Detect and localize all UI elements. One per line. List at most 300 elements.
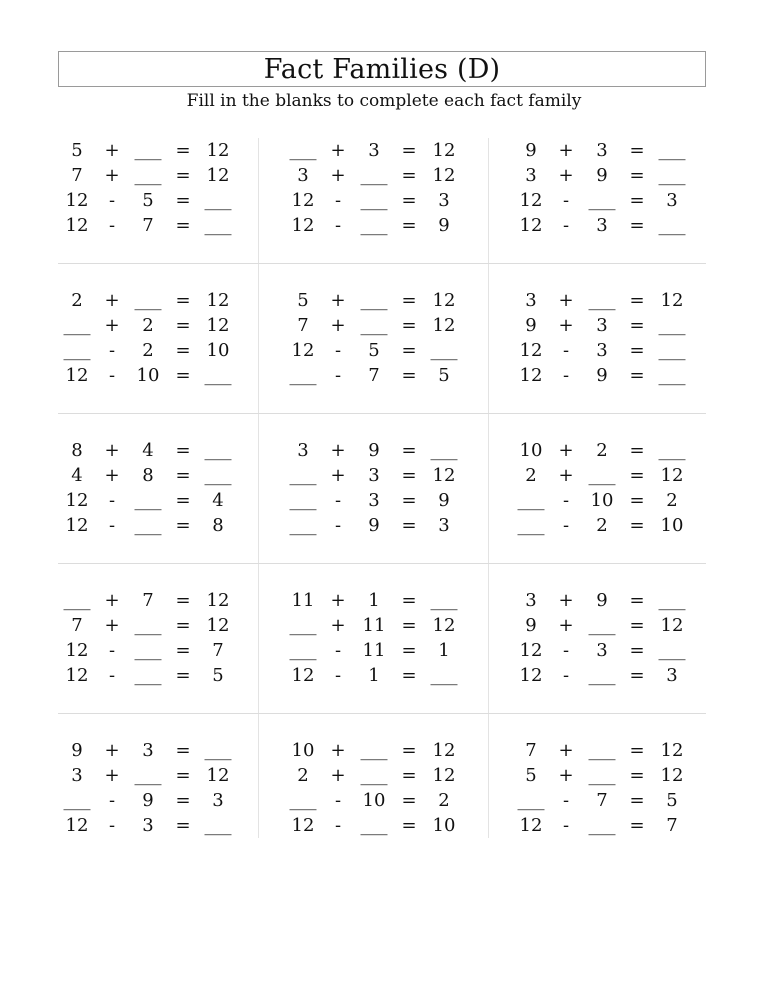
operand-b: 3 bbox=[596, 140, 608, 161]
equation-row bbox=[512, 638, 728, 663]
operand-a: 12 bbox=[65, 640, 89, 661]
equals-sign: = bbox=[401, 290, 417, 311]
answer-blank[interactable]: ___ bbox=[360, 215, 388, 236]
answer-blank[interactable]: ___ bbox=[588, 815, 616, 836]
answer-blank[interactable]: ___ bbox=[658, 165, 686, 186]
operator: + bbox=[330, 140, 346, 161]
result: 12 bbox=[432, 290, 456, 311]
fact-family-problem bbox=[284, 438, 500, 588]
equation-row bbox=[284, 638, 500, 663]
answer-blank[interactable]: ___ bbox=[430, 590, 458, 611]
fact-family-problem bbox=[512, 138, 728, 288]
answer-blank[interactable]: ___ bbox=[360, 190, 388, 211]
answer-blank[interactable]: ___ bbox=[360, 740, 388, 761]
operand-a: 3 bbox=[71, 765, 83, 786]
equals-sign: = bbox=[401, 665, 417, 686]
answer-blank[interactable]: ___ bbox=[289, 140, 317, 161]
operator: - bbox=[334, 365, 342, 386]
equals-sign: = bbox=[175, 340, 191, 361]
answer-blank[interactable]: ___ bbox=[289, 365, 317, 386]
operator: + bbox=[104, 615, 120, 636]
operand-a: 3 bbox=[297, 165, 309, 186]
operator: + bbox=[558, 765, 574, 786]
operator: - bbox=[562, 490, 570, 511]
result: 1 bbox=[438, 640, 450, 661]
equals-sign: = bbox=[629, 315, 645, 336]
answer-blank[interactable]: ___ bbox=[588, 190, 616, 211]
answer-blank[interactable]: ___ bbox=[658, 140, 686, 161]
answer-blank[interactable]: ___ bbox=[430, 340, 458, 361]
equation-row bbox=[512, 788, 728, 813]
equation-row bbox=[512, 188, 728, 213]
equals-sign: = bbox=[175, 815, 191, 836]
operand-a: 12 bbox=[519, 190, 543, 211]
fact-family-problem bbox=[512, 288, 728, 438]
operand-b: 10 bbox=[590, 490, 614, 511]
equals-sign: = bbox=[175, 640, 191, 661]
equals-sign: = bbox=[629, 290, 645, 311]
answer-blank[interactable]: ___ bbox=[658, 315, 686, 336]
equation-row bbox=[58, 188, 274, 213]
operator: - bbox=[334, 190, 342, 211]
equals-sign: = bbox=[175, 765, 191, 786]
operator: - bbox=[562, 665, 570, 686]
operator: - bbox=[108, 365, 116, 386]
equals-sign: = bbox=[401, 590, 417, 611]
equation-row bbox=[512, 738, 728, 763]
equation-row bbox=[284, 588, 500, 613]
equals-sign: = bbox=[629, 590, 645, 611]
operator: + bbox=[104, 765, 120, 786]
equals-sign: = bbox=[401, 215, 417, 236]
fact-family-problem bbox=[284, 288, 500, 438]
equation-row bbox=[512, 813, 728, 838]
operand-a: 9 bbox=[525, 315, 537, 336]
operator: + bbox=[558, 140, 574, 161]
operand-a: 10 bbox=[291, 740, 315, 761]
operator: + bbox=[330, 440, 346, 461]
operator: + bbox=[558, 590, 574, 611]
equation-row bbox=[58, 788, 274, 813]
answer-blank[interactable]: ___ bbox=[63, 790, 91, 811]
result: 12 bbox=[432, 615, 456, 636]
equals-sign: = bbox=[401, 315, 417, 336]
result: 12 bbox=[660, 290, 684, 311]
operand-a: 9 bbox=[525, 615, 537, 636]
equals-sign: = bbox=[629, 740, 645, 761]
equals-sign: = bbox=[175, 590, 191, 611]
operator: + bbox=[330, 290, 346, 311]
answer-blank[interactable]: ___ bbox=[289, 615, 317, 636]
operator: - bbox=[108, 640, 116, 661]
equation-row bbox=[284, 788, 500, 813]
operand-b: 5 bbox=[368, 340, 380, 361]
answer-blank[interactable]: ___ bbox=[134, 290, 162, 311]
fact-family-problem bbox=[512, 738, 728, 888]
equation-row bbox=[284, 813, 500, 838]
operator: + bbox=[558, 615, 574, 636]
equation-row bbox=[512, 313, 728, 338]
answer-blank[interactable]: ___ bbox=[360, 290, 388, 311]
operand-a: 9 bbox=[525, 140, 537, 161]
equals-sign: = bbox=[175, 290, 191, 311]
result: 12 bbox=[206, 765, 230, 786]
operand-a: 12 bbox=[65, 490, 89, 511]
equals-sign: = bbox=[401, 440, 417, 461]
result: 8 bbox=[212, 515, 224, 536]
answer-blank[interactable]: ___ bbox=[289, 490, 317, 511]
operand-a: 3 bbox=[297, 440, 309, 461]
answer-blank[interactable]: ___ bbox=[63, 315, 91, 336]
operand-b: 11 bbox=[362, 640, 386, 661]
operand-a: 12 bbox=[519, 340, 543, 361]
answer-blank[interactable]: ___ bbox=[134, 165, 162, 186]
operand-b: 5 bbox=[142, 190, 154, 211]
operator: - bbox=[334, 490, 342, 511]
equals-sign: = bbox=[175, 190, 191, 211]
equation-row bbox=[58, 513, 274, 538]
answer-blank[interactable]: ___ bbox=[134, 640, 162, 661]
equation-row bbox=[58, 138, 274, 163]
equation-row bbox=[512, 213, 728, 238]
equation-row bbox=[284, 513, 500, 538]
fact-family-problem bbox=[58, 138, 274, 288]
equals-sign: = bbox=[175, 440, 191, 461]
operand-b: 3 bbox=[596, 640, 608, 661]
operand-a: 12 bbox=[519, 815, 543, 836]
operator: + bbox=[330, 765, 346, 786]
equals-sign: = bbox=[629, 140, 645, 161]
answer-blank[interactable]: ___ bbox=[360, 315, 388, 336]
fact-family-problem bbox=[58, 288, 274, 438]
fact-family-problem bbox=[284, 588, 500, 738]
equals-sign: = bbox=[629, 765, 645, 786]
answer-blank[interactable]: ___ bbox=[204, 740, 232, 761]
operator: - bbox=[334, 640, 342, 661]
result: 12 bbox=[660, 740, 684, 761]
result: 12 bbox=[206, 615, 230, 636]
answer-blank[interactable]: ___ bbox=[134, 665, 162, 686]
equals-sign: = bbox=[629, 490, 645, 511]
equals-sign: = bbox=[629, 790, 645, 811]
equation-row bbox=[284, 363, 500, 388]
result: 12 bbox=[432, 740, 456, 761]
answer-blank[interactable]: ___ bbox=[289, 790, 317, 811]
result: 10 bbox=[206, 340, 230, 361]
result: 12 bbox=[432, 165, 456, 186]
answer-blank[interactable]: ___ bbox=[658, 440, 686, 461]
operand-b: 9 bbox=[596, 365, 608, 386]
operator: - bbox=[562, 640, 570, 661]
operator: - bbox=[334, 790, 342, 811]
result: 10 bbox=[432, 815, 456, 836]
result: 10 bbox=[660, 515, 684, 536]
result: 3 bbox=[666, 665, 678, 686]
answer-blank[interactable]: ___ bbox=[588, 615, 616, 636]
answer-blank[interactable]: ___ bbox=[517, 790, 545, 811]
operand-a: 12 bbox=[519, 640, 543, 661]
equation-row bbox=[512, 363, 728, 388]
operand-a: 12 bbox=[65, 815, 89, 836]
operand-b: 3 bbox=[596, 215, 608, 236]
worksheet-instructions: Fill in the blanks to complete each fact family bbox=[186, 91, 582, 111]
answer-blank[interactable]: ___ bbox=[360, 815, 388, 836]
equals-sign: = bbox=[401, 340, 417, 361]
operand-a: 5 bbox=[71, 140, 83, 161]
result: 12 bbox=[206, 140, 230, 161]
result: 12 bbox=[432, 315, 456, 336]
operand-a: 12 bbox=[291, 815, 315, 836]
answer-blank[interactable]: ___ bbox=[658, 215, 686, 236]
operator: - bbox=[562, 815, 570, 836]
answer-blank[interactable]: ___ bbox=[204, 365, 232, 386]
equals-sign: = bbox=[175, 315, 191, 336]
answer-blank[interactable]: ___ bbox=[430, 440, 458, 461]
answer-blank[interactable]: ___ bbox=[360, 165, 388, 186]
answer-blank[interactable]: ___ bbox=[658, 340, 686, 361]
answer-blank[interactable]: ___ bbox=[588, 465, 616, 486]
equals-sign: = bbox=[629, 465, 645, 486]
answer-blank[interactable]: ___ bbox=[658, 640, 686, 661]
answer-blank[interactable]: ___ bbox=[134, 615, 162, 636]
equation-row bbox=[58, 338, 274, 363]
equals-sign: = bbox=[401, 815, 417, 836]
equals-sign: = bbox=[401, 365, 417, 386]
answer-blank[interactable]: ___ bbox=[658, 590, 686, 611]
operator: + bbox=[104, 315, 120, 336]
fact-family-problem bbox=[58, 438, 274, 588]
fact-family-problem bbox=[284, 738, 500, 888]
answer-blank[interactable]: ___ bbox=[204, 815, 232, 836]
answer-blank[interactable]: ___ bbox=[63, 340, 91, 361]
answer-blank[interactable]: ___ bbox=[289, 640, 317, 661]
operator: + bbox=[104, 140, 120, 161]
result: 5 bbox=[212, 665, 224, 686]
answer-blank[interactable]: ___ bbox=[134, 765, 162, 786]
equation-row bbox=[58, 613, 274, 638]
result: 12 bbox=[432, 140, 456, 161]
operand-b: 3 bbox=[596, 340, 608, 361]
answer-blank[interactable]: ___ bbox=[134, 490, 162, 511]
equation-row bbox=[284, 663, 500, 688]
operand-a: 3 bbox=[525, 290, 537, 311]
result: 3 bbox=[438, 190, 450, 211]
operand-b: 9 bbox=[142, 790, 154, 811]
operand-b: 2 bbox=[142, 315, 154, 336]
fact-family-problem bbox=[284, 138, 500, 288]
operator: + bbox=[558, 440, 574, 461]
equals-sign: = bbox=[629, 665, 645, 686]
operator: - bbox=[108, 515, 116, 536]
equals-sign: = bbox=[629, 165, 645, 186]
equals-sign: = bbox=[175, 490, 191, 511]
answer-blank[interactable]: ___ bbox=[289, 465, 317, 486]
equation-row bbox=[58, 438, 274, 463]
equals-sign: = bbox=[629, 365, 645, 386]
operand-b: 10 bbox=[136, 365, 160, 386]
operand-a: 11 bbox=[291, 590, 315, 611]
operand-a: 12 bbox=[519, 665, 543, 686]
equation-row bbox=[58, 738, 274, 763]
result: 2 bbox=[438, 790, 450, 811]
equation-row bbox=[284, 313, 500, 338]
operand-b: 7 bbox=[142, 215, 154, 236]
result: 12 bbox=[206, 590, 230, 611]
equals-sign: = bbox=[175, 465, 191, 486]
answer-blank[interactable]: ___ bbox=[430, 665, 458, 686]
operator: + bbox=[104, 740, 120, 761]
operand-a: 2 bbox=[525, 465, 537, 486]
equals-sign: = bbox=[629, 615, 645, 636]
equation-row bbox=[512, 488, 728, 513]
operator: + bbox=[330, 165, 346, 186]
equation-row bbox=[284, 163, 500, 188]
answer-blank[interactable]: ___ bbox=[588, 740, 616, 761]
equation-row bbox=[512, 288, 728, 313]
operand-a: 12 bbox=[519, 215, 543, 236]
equals-sign: = bbox=[401, 140, 417, 161]
result: 3 bbox=[212, 790, 224, 811]
answer-blank[interactable]: ___ bbox=[658, 365, 686, 386]
answer-blank[interactable]: ___ bbox=[588, 290, 616, 311]
operand-a: 12 bbox=[65, 515, 89, 536]
operator: + bbox=[558, 465, 574, 486]
answer-blank[interactable]: ___ bbox=[204, 440, 232, 461]
operator: - bbox=[108, 790, 116, 811]
equation-row bbox=[284, 138, 500, 163]
operand-a: 12 bbox=[291, 215, 315, 236]
operator: - bbox=[108, 665, 116, 686]
operator: - bbox=[334, 215, 342, 236]
equation-row bbox=[58, 213, 274, 238]
operator: + bbox=[330, 590, 346, 611]
equation-row bbox=[284, 488, 500, 513]
operand-a: 7 bbox=[525, 740, 537, 761]
fact-family-problem bbox=[58, 738, 274, 888]
answer-blank[interactable]: ___ bbox=[588, 765, 616, 786]
answer-blank[interactable]: ___ bbox=[204, 190, 232, 211]
operand-a: 4 bbox=[71, 465, 83, 486]
answer-blank[interactable]: ___ bbox=[134, 140, 162, 161]
equals-sign: = bbox=[401, 640, 417, 661]
equals-sign: = bbox=[175, 665, 191, 686]
equation-row bbox=[58, 488, 274, 513]
operator: - bbox=[562, 365, 570, 386]
operator: + bbox=[104, 440, 120, 461]
answer-blank[interactable]: ___ bbox=[588, 665, 616, 686]
operand-b: 9 bbox=[368, 440, 380, 461]
equation-row bbox=[284, 763, 500, 788]
result: 9 bbox=[438, 490, 450, 511]
operator: + bbox=[104, 590, 120, 611]
operator: + bbox=[558, 740, 574, 761]
operand-a: 3 bbox=[525, 165, 537, 186]
equation-row bbox=[284, 463, 500, 488]
result: 12 bbox=[206, 315, 230, 336]
equation-row bbox=[512, 338, 728, 363]
operand-b: 8 bbox=[142, 465, 154, 486]
equals-sign: = bbox=[401, 190, 417, 211]
result: 5 bbox=[438, 365, 450, 386]
equals-sign: = bbox=[175, 215, 191, 236]
operand-a: 12 bbox=[291, 190, 315, 211]
answer-blank[interactable]: ___ bbox=[63, 590, 91, 611]
operand-a: 5 bbox=[297, 290, 309, 311]
worksheet-title: Fact Families (D) bbox=[58, 51, 706, 87]
answer-blank[interactable]: ___ bbox=[517, 515, 545, 536]
equation-row bbox=[512, 438, 728, 463]
operand-b: 9 bbox=[368, 515, 380, 536]
operand-b: 10 bbox=[362, 790, 386, 811]
equation-row bbox=[512, 513, 728, 538]
operator: + bbox=[330, 465, 346, 486]
operator: - bbox=[108, 815, 116, 836]
operand-a: 12 bbox=[291, 665, 315, 686]
operator: + bbox=[558, 315, 574, 336]
operator: - bbox=[334, 815, 342, 836]
result: 7 bbox=[666, 815, 678, 836]
equation-row bbox=[284, 288, 500, 313]
operand-a: 3 bbox=[525, 590, 537, 611]
equation-row bbox=[512, 463, 728, 488]
operand-b: 2 bbox=[142, 340, 154, 361]
result: 12 bbox=[660, 615, 684, 636]
equation-row bbox=[284, 213, 500, 238]
equals-sign: = bbox=[401, 515, 417, 536]
equals-sign: = bbox=[629, 640, 645, 661]
operator: - bbox=[108, 215, 116, 236]
fact-family-problem bbox=[58, 588, 274, 738]
operand-b: 1 bbox=[368, 590, 380, 611]
result: 12 bbox=[432, 465, 456, 486]
equation-row bbox=[512, 663, 728, 688]
answer-blank[interactable]: ___ bbox=[517, 490, 545, 511]
operand-b: 7 bbox=[596, 790, 608, 811]
answer-blank[interactable]: ___ bbox=[204, 215, 232, 236]
equals-sign: = bbox=[401, 790, 417, 811]
operator: + bbox=[330, 315, 346, 336]
operand-b: 2 bbox=[596, 515, 608, 536]
answer-blank[interactable]: ___ bbox=[204, 465, 232, 486]
operand-a: 12 bbox=[65, 365, 89, 386]
result: 5 bbox=[666, 790, 678, 811]
operator: + bbox=[558, 290, 574, 311]
operand-b: 7 bbox=[142, 590, 154, 611]
equation-row bbox=[512, 763, 728, 788]
operand-b: 9 bbox=[596, 165, 608, 186]
operand-a: 5 bbox=[525, 765, 537, 786]
equation-row bbox=[284, 738, 500, 763]
operand-a: 12 bbox=[65, 215, 89, 236]
equation-row bbox=[58, 288, 274, 313]
equation-row bbox=[58, 313, 274, 338]
equals-sign: = bbox=[175, 165, 191, 186]
equals-sign: = bbox=[629, 440, 645, 461]
result: 3 bbox=[438, 515, 450, 536]
operand-a: 7 bbox=[71, 165, 83, 186]
answer-blank[interactable]: ___ bbox=[134, 515, 162, 536]
answer-blank[interactable]: ___ bbox=[289, 515, 317, 536]
equation-row bbox=[512, 138, 728, 163]
operator: + bbox=[558, 165, 574, 186]
equals-sign: = bbox=[175, 615, 191, 636]
fact-family-grid bbox=[58, 138, 706, 838]
equals-sign: = bbox=[629, 215, 645, 236]
equals-sign: = bbox=[175, 790, 191, 811]
answer-blank[interactable]: ___ bbox=[360, 765, 388, 786]
operand-b: 3 bbox=[596, 315, 608, 336]
operand-a: 9 bbox=[71, 740, 83, 761]
